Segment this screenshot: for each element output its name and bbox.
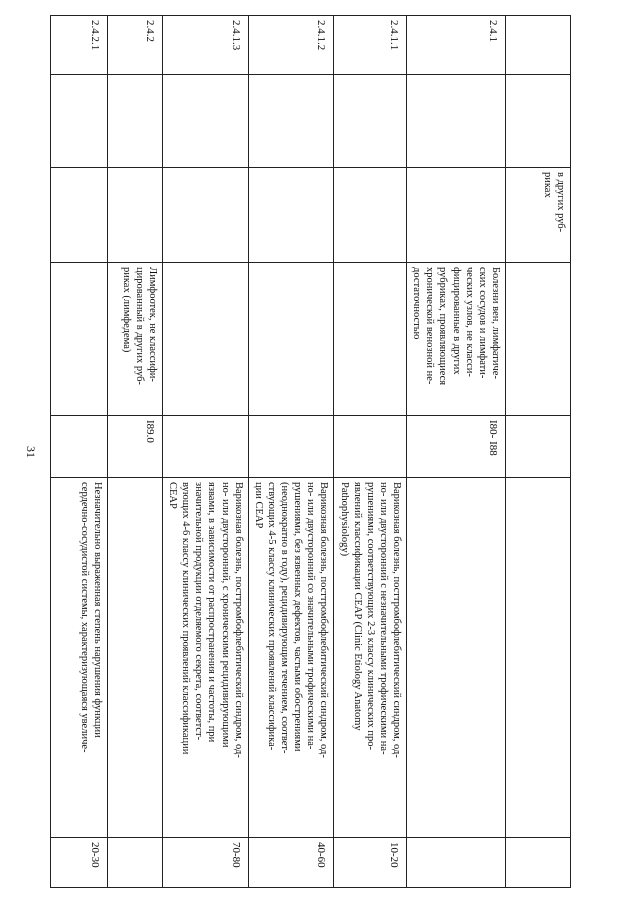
row-icd-code: I80- I88 bbox=[407, 416, 506, 478]
row-name bbox=[163, 263, 249, 416]
row-icd-code bbox=[163, 416, 249, 478]
row-name bbox=[248, 263, 334, 416]
row-description: Незначительно выраженная степень нарушения функции сердечно-сосудистой системы, характеризующаяся увеличе- bbox=[51, 478, 108, 838]
row-category bbox=[248, 75, 334, 168]
page-number: 31 bbox=[24, 446, 38, 458]
row-category bbox=[334, 75, 407, 168]
table-row bbox=[51, 16, 108, 888]
row-subcategory bbox=[407, 168, 506, 263]
row-score: 70-80 bbox=[163, 838, 249, 888]
row-icd-code: I89.0 bbox=[108, 416, 163, 478]
row-score: 20-30 bbox=[51, 838, 108, 888]
row-score bbox=[506, 838, 571, 888]
row-subcategory: в других руб- риках bbox=[506, 168, 571, 263]
row-name bbox=[334, 263, 407, 416]
row-score bbox=[407, 838, 506, 888]
row-description bbox=[108, 478, 163, 838]
row-score: 10-20 bbox=[334, 838, 407, 888]
row-name: Лимфоотек, не классифи- цированный в других руб- риках (лимфедема) bbox=[108, 263, 163, 416]
row-icd-code bbox=[51, 416, 108, 478]
row-code: 2.4.2 bbox=[108, 16, 163, 75]
table-row bbox=[163, 16, 249, 888]
rotated-table-area bbox=[78, 15, 640, 868]
row-code: 2.4.1 bbox=[407, 16, 506, 75]
row-category bbox=[506, 75, 571, 168]
row-description: Варикозная болезнь, посттромбофлебитический синдром, од- но- или двусторонний с незначительными трофическими на- рушениями, соответствующих 2-3 классу клинических про- явлений классификации CEAP (Clinic Etiology Anatomy Pathophysiology) bbox=[334, 478, 407, 838]
impairment-table bbox=[50, 15, 571, 888]
row-score bbox=[108, 838, 163, 888]
row-icd-code bbox=[248, 416, 334, 478]
table-row bbox=[407, 16, 506, 888]
row-code: 2.4.2.1 bbox=[51, 16, 108, 75]
row-subcategory bbox=[334, 168, 407, 263]
row-subcategory bbox=[248, 168, 334, 263]
row-category bbox=[163, 75, 249, 168]
row-category bbox=[108, 75, 163, 168]
row-description: Варикозная болезнь, посттромбофлебитический синдром, од- но- или двусторонний, с хроническими рецидивирующими язвами, в зависимости от распространения и частоты, при значительной продукции отделяемого секрета, соответст- вующих 4-6 классу клинических проявлений классификации CEAP bbox=[163, 478, 249, 838]
row-subcategory bbox=[108, 168, 163, 263]
table-row bbox=[334, 16, 407, 888]
row-code bbox=[506, 16, 571, 75]
row-score: 40-60 bbox=[248, 838, 334, 888]
row-description: Варикозная болезнь, посттромбофлебитический синдром, од- но- или двусторонний со значительными трофическими на- рушениями, без язвенных дефектов, частыми обострениями (неоднократно в году), рецидивирующим течением, соответ- ствующих 4-5 классу клинических проявлений классифика- ции CEAP bbox=[248, 478, 334, 838]
row-description bbox=[506, 478, 571, 838]
row-code: 2.4.1.1 bbox=[334, 16, 407, 75]
table-row bbox=[506, 16, 571, 888]
row-name: Болезни вен, лимфатиче- ских сосудов и лимфати- ческих узлов, не класси- фицированные в других рубриках, проявляющиеся хронической венозной не- достаточностью bbox=[407, 263, 506, 416]
row-icd-code bbox=[334, 416, 407, 478]
table-row bbox=[248, 16, 334, 888]
row-code: 2.4.1.2 bbox=[248, 16, 334, 75]
row-name bbox=[506, 263, 571, 416]
row-subcategory bbox=[163, 168, 249, 263]
row-icd-code bbox=[506, 416, 571, 478]
row-description bbox=[407, 478, 506, 838]
row-category bbox=[51, 75, 108, 168]
table-row bbox=[108, 16, 163, 888]
row-category bbox=[407, 75, 506, 168]
row-name bbox=[51, 263, 108, 416]
row-subcategory bbox=[51, 168, 108, 263]
row-code: 2.4.1.3 bbox=[163, 16, 249, 75]
